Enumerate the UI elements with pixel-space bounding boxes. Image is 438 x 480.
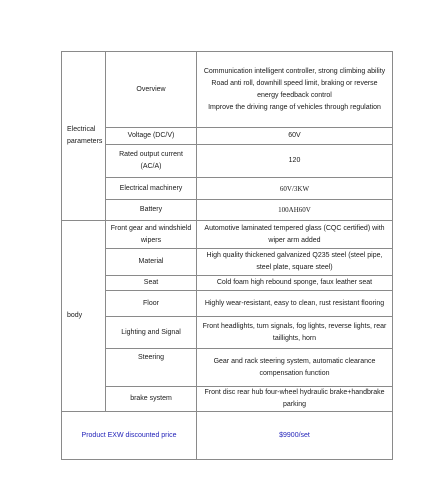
param-value: 60V/3KW — [197, 178, 393, 200]
category-electrical: Electrical parameters — [62, 52, 106, 221]
table-row — [62, 349, 393, 387]
table-row — [62, 276, 393, 291]
param-value-line: Communication intelligent controller, strong climbing ability — [203, 67, 386, 75]
param-value: High quality thickened galvanized Q235 steel (steel pipe, steel plate, square steel) — [197, 249, 393, 276]
param-value: 100AH60V — [197, 200, 393, 221]
param-name: brake system — [106, 387, 197, 412]
param-name: Material — [106, 249, 197, 276]
table-row — [62, 221, 393, 249]
param-name: Front gear and windshield wipers — [106, 221, 197, 249]
price-label: Product EXW discounted price — [62, 412, 197, 460]
param-value: Front disc rear hub four-wheel hydraulic brake+handbrake parking — [197, 387, 393, 412]
param-value: Gear and rack steering system, automatic clearance compensation function — [197, 349, 393, 387]
param-name: Battery — [106, 200, 197, 221]
param-value: Highly wear-resistant, easy to clean, rust resistant flooring — [197, 291, 393, 317]
param-value: Front headlights, turn signals, fog lights, reverse lights, rear taillights, horn — [197, 317, 393, 349]
param-name: Rated output current (AC/A) — [106, 145, 197, 178]
category-body: body — [62, 221, 106, 412]
table-row — [62, 52, 393, 128]
param-value: Cold foam high rebound sponge, faux leather seat — [197, 276, 393, 291]
spec-table — [61, 51, 393, 460]
param-name: Steering — [106, 349, 197, 387]
param-name: Overview — [106, 52, 197, 128]
param-name: Electrical machinery — [106, 178, 197, 200]
param-value — [197, 52, 393, 128]
table-row — [62, 145, 393, 178]
table-row — [62, 387, 393, 412]
table-row — [62, 317, 393, 349]
table-row — [62, 200, 393, 221]
price-value: $9900/set — [197, 412, 393, 460]
param-value-line: Road anti roll, downhill speed limit, braking or reverse energy feedback control — [211, 79, 378, 99]
table-row — [62, 291, 393, 317]
table-row — [62, 178, 393, 200]
table-row — [62, 128, 393, 145]
param-value-line: Improve the driving range of vehicles through regulation — [208, 103, 381, 111]
param-name: Floor — [106, 291, 197, 317]
param-name: Voltage (DC/V) — [106, 128, 197, 145]
table-row — [62, 249, 393, 276]
param-value: 60V — [197, 128, 393, 145]
param-name: Lighting and Signal — [106, 317, 197, 349]
param-value: 120 — [197, 145, 393, 178]
param-value: Automotive laminated tempered glass (CQC certified) with wiper arm added — [197, 221, 393, 249]
param-name: Seat — [106, 276, 197, 291]
price-row — [62, 412, 393, 460]
